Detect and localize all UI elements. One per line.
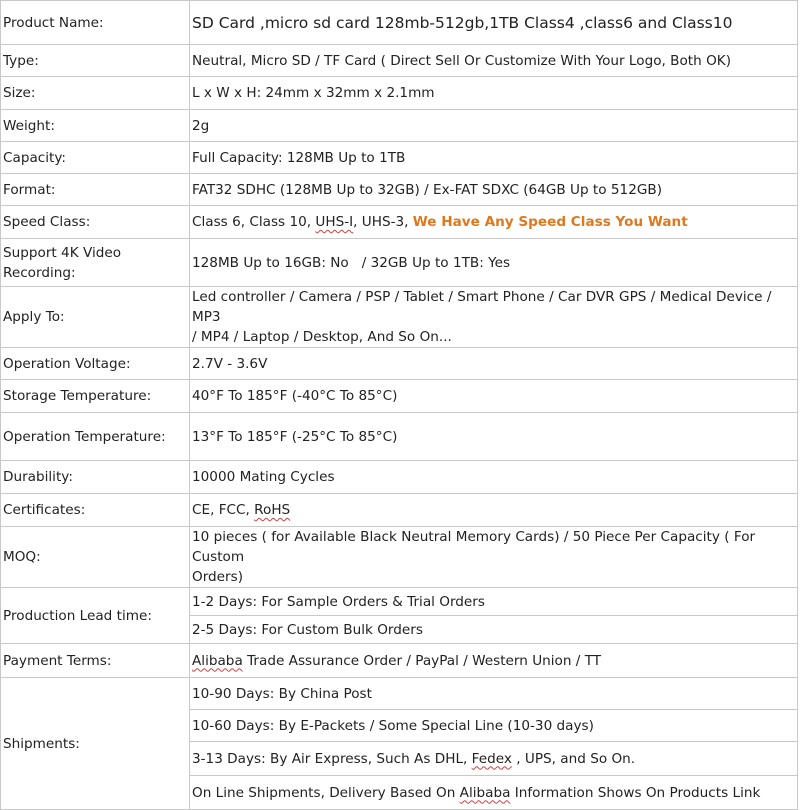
row-apply-to — [1, 287, 798, 348]
lead-time-value-1: 1-2 Days: For Sample Orders & Trial Orders — [190, 588, 798, 616]
apply-to-line2: / MP4 / Laptop / Desktop, And So On... — [192, 329, 452, 345]
capacity-label: Capacity: — [1, 142, 190, 174]
speed-class-mid: , UHS-3, — [353, 214, 413, 230]
shipments-alibaba: Alibaba — [459, 784, 511, 801]
moq-line2: Orders) — [192, 569, 244, 585]
shipments-line3-suffix: , UPS, and So On. — [511, 750, 636, 767]
row-payment-terms — [1, 644, 798, 678]
row-video-4k — [1, 239, 798, 287]
moq-label: MOQ: — [1, 527, 190, 588]
shipments-label: Shipments: — [1, 678, 190, 810]
payment-terms-value — [190, 644, 798, 678]
size-value: L x W x H: 24mm x 32mm x 2.1mm — [190, 77, 798, 110]
speed-class-highlight: We Have Any Speed Class You Want — [412, 214, 688, 230]
durability-value: 10000 Mating Cycles — [190, 461, 798, 494]
storage-temperature-value: 40°F To 185°F (-40°C To 85°C) — [190, 380, 798, 413]
speed-class-prefix: Class 6, Class 10, — [192, 214, 316, 230]
operation-temperature-label: Operation Temperature: — [1, 413, 190, 461]
certificates-rohs: RoHS — [254, 502, 291, 518]
row-lead-time-1 — [1, 588, 798, 616]
row-durability — [1, 461, 798, 494]
row-moq — [1, 527, 798, 588]
row-capacity — [1, 142, 798, 174]
durability-label: Durability: — [1, 461, 190, 494]
type-label: Type: — [1, 45, 190, 77]
row-weight — [1, 110, 798, 142]
row-operation-temperature — [1, 413, 798, 461]
lead-time-value-2: 2-5 Days: For Custom Bulk Orders — [190, 616, 798, 644]
speed-class-label: Speed Class: — [1, 206, 190, 239]
certificates-label: Certificates: — [1, 494, 190, 527]
apply-to-line1: Led controller / Camera / PSP / Tablet / Smart Phone / Car DVR GPS / Medical Device / MP3 — [192, 289, 772, 325]
moq-value — [190, 527, 798, 588]
size-label: Size: — [1, 77, 190, 110]
shipments-line-2: 10-60 Days: By E-Packets / Some Special Line (10-30 days) — [190, 710, 798, 742]
operation-temperature-value: 13°F To 185°F (-25°C To 85°C) — [190, 413, 798, 461]
video-4k-value: 128MB Up to 16GB: No / 32GB Up to 1TB: Yes — [190, 239, 798, 287]
shipments-fedex: Fedex — [471, 750, 512, 767]
speed-class-uhs1: UHS-I — [315, 214, 354, 230]
shipments-line3-prefix: 3-13 Days: By Air Express, Such As DHL, — [192, 750, 472, 767]
product-name-value: SD Card ,micro sd card 128mb-512gb,1TB Class4 ,class6 and Class10 — [190, 1, 798, 45]
storage-temperature-label: Storage Temperature: — [1, 380, 190, 413]
type-value: Neutral, Micro SD / TF Card ( Direct Sell Or Customize With Your Logo, Both OK) — [190, 45, 798, 77]
video-4k-label: Support 4K Video Recording: — [1, 239, 190, 287]
row-format — [1, 174, 798, 206]
payment-terms-label: Payment Terms: — [1, 644, 190, 678]
payment-alibaba: Alibaba — [192, 652, 243, 669]
row-certificates — [1, 494, 798, 527]
shipments-line-4 — [190, 776, 798, 810]
row-product-name — [1, 1, 798, 45]
apply-to-label: Apply To: — [1, 287, 190, 348]
operation-voltage-value: 2.7V - 3.6V — [190, 348, 798, 380]
row-speed-class — [1, 206, 798, 239]
apply-to-value — [190, 287, 798, 348]
shipments-line4-prefix: On Line Shipments, Delivery Based On — [192, 784, 460, 801]
row-type — [1, 45, 798, 77]
certificates-prefix: CE, FCC, — [192, 502, 255, 518]
product-name-label: Product Name: — [1, 1, 190, 45]
speed-class-value — [190, 206, 798, 239]
row-storage-temperature — [1, 380, 798, 413]
operation-voltage-label: Operation Voltage: — [1, 348, 190, 380]
payment-rest: Trade Assurance Order / PayPal / Western Union / TT — [242, 652, 602, 669]
lead-time-label: Production Lead time: — [1, 588, 190, 644]
row-size — [1, 77, 798, 110]
shipments-line4-suffix: Information Shows On Products Link — [510, 784, 761, 801]
row-shipments-1 — [1, 678, 798, 710]
capacity-value: Full Capacity: 128MB Up to 1TB — [190, 142, 798, 174]
moq-line1: 10 pieces ( for Available Black Neutral Memory Cards) / 50 Piece Per Capacity ( For Custom — [192, 529, 756, 565]
certificates-value — [190, 494, 798, 527]
format-value: FAT32 SDHC (128MB Up to 32GB) / Ex-FAT SDXC (64GB Up to 512GB) — [190, 174, 798, 206]
format-label: Format: — [1, 174, 190, 206]
weight-value: 2g — [190, 110, 798, 142]
row-operation-voltage — [1, 348, 798, 380]
shipments-line-1: 10-90 Days: By China Post — [190, 678, 798, 710]
shipments-line-3 — [190, 742, 798, 776]
weight-label: Weight: — [1, 110, 190, 142]
